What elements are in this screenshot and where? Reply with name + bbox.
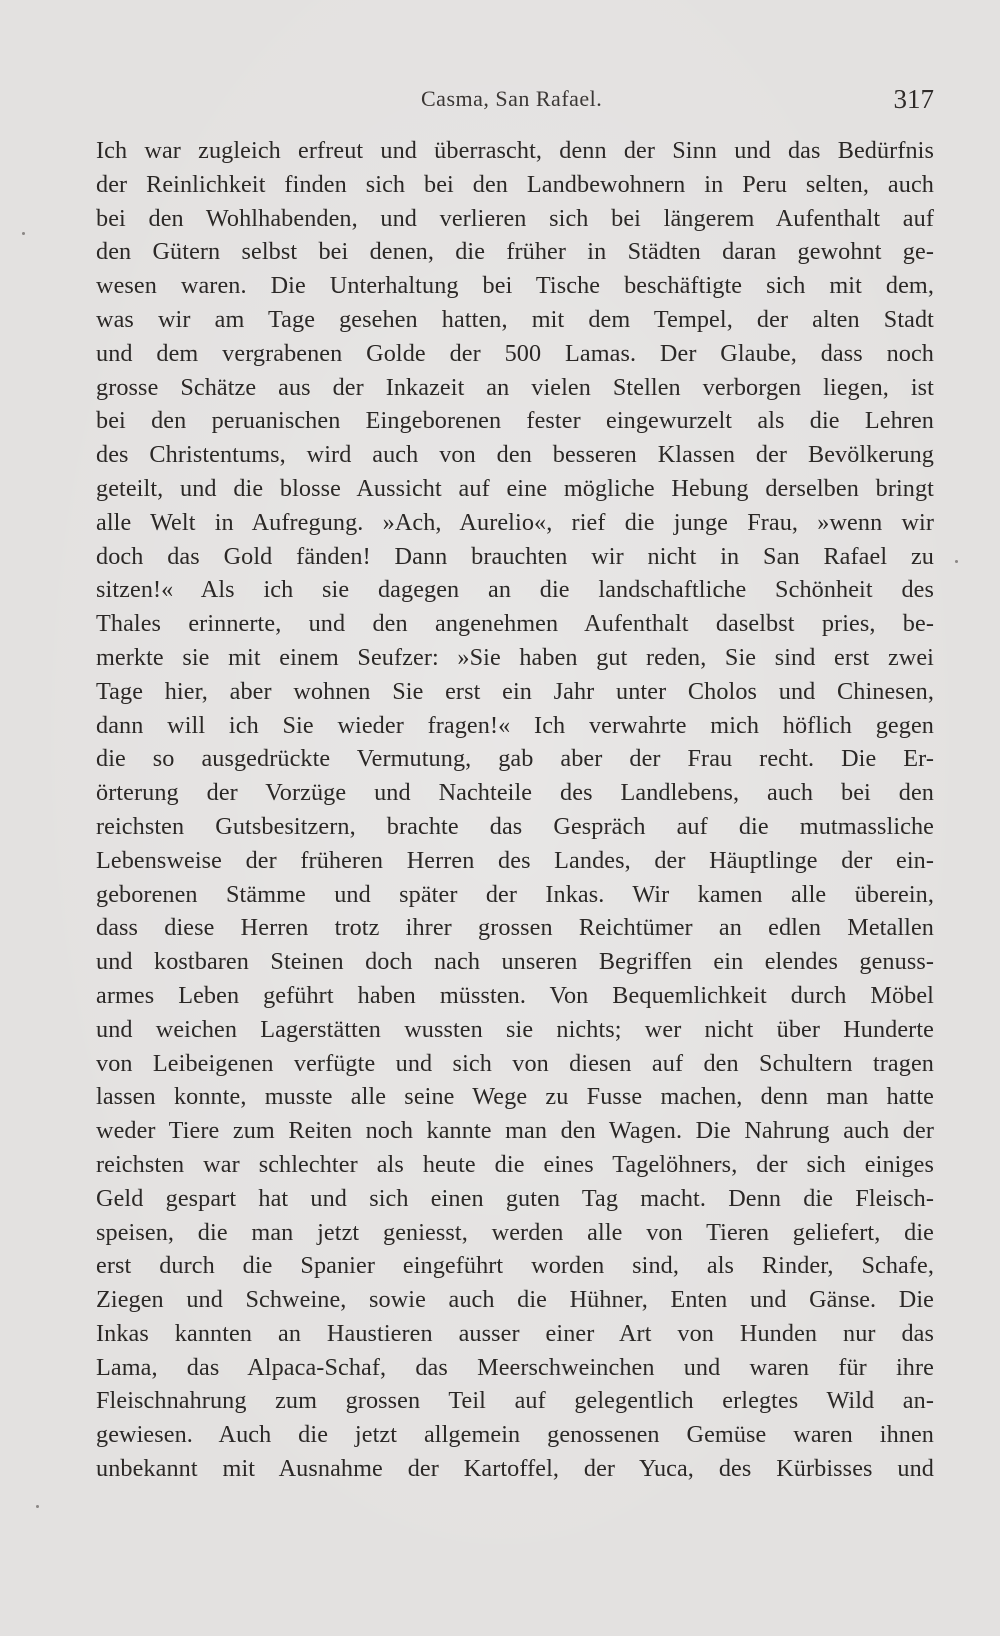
text-line: wesen waren. Die Unterhaltung bei Tische beschäftigte sich mit dem, — [96, 272, 934, 300]
text-line: unbekannt mit Ausnahme der Kartoffel, der Yuca, des Kürbisses und — [96, 1455, 934, 1483]
text-line: der Reinlichkeit finden sich bei den Landbewohnern in Peru selten, auch — [96, 170, 934, 198]
text-line: örterung der Vorzüge und Nachteile des Landlebens, auch bei den — [96, 779, 934, 807]
text-line: von Leibeigenen verfügte und sich von diesen auf den Schultern tragen — [96, 1049, 934, 1077]
text-line: Ziegen und Schweine, sowie auch die Hühner, Enten und Gänse. Die — [96, 1286, 934, 1314]
text-line: alle Welt in Aufregung. »Ach, Aurelio«, rief die junge Frau, »wenn wir — [96, 508, 934, 536]
text-line: den Gütern selbst bei denen, die früher in Städten daran gewohnt ge- — [96, 238, 934, 266]
text-line: Ich war zugleich erfreut und überrascht, denn der Sinn und das Bedürfnis — [96, 137, 934, 164]
text-line: die so ausgedrückte Vermutung, gab aber der Frau recht. Die Er- — [96, 745, 934, 773]
page-header — [96, 80, 934, 120]
text-line: Inkas kannten an Haustieren ausser einer Art von Hunden nur das — [96, 1319, 934, 1347]
text-line: bei den Wohlhabenden, und verlieren sich bei längerem Aufenthalt auf — [96, 204, 934, 232]
text-line: speisen, die man jetzt geniesst, werden alle von Tieren geliefert, die — [96, 1218, 934, 1246]
text-line: doch das Gold fänden! Dann brauchten wir nicht in San Rafael zu — [96, 542, 934, 570]
body-text — [96, 134, 934, 1486]
text-line: Thales erinnerte, und den angenehmen Aufenthalt daselbst pries, be- — [96, 610, 934, 638]
paper-speck — [955, 560, 958, 563]
running-head: Casma, San Rafael. — [421, 86, 603, 111]
text-line: des Christentums, wird auch von den besseren Klassen der Bevölkerung — [96, 441, 934, 469]
text-line: Fleischnahrung zum grossen Teil auf gelegentlich erlegtes Wild an- — [96, 1387, 934, 1415]
text-line: grosse Schätze aus der Inkazeit an vielen Stellen verborgen liegen, ist — [96, 373, 934, 401]
paper-speck — [22, 232, 25, 235]
text-line: und weichen Lagerstätten wussten sie nichts; wer nicht über Hunderte — [96, 1015, 934, 1043]
text-line: dann will ich Sie wieder fragen!« Ich verwahrte mich höflich gegen — [96, 711, 934, 739]
text-line: geborenen Stämme und später der Inkas. Wir kamen alle überein, — [96, 880, 934, 908]
text-line: dass diese Herren trotz ihrer grossen Reichtümer an edlen Metallen — [96, 914, 934, 942]
text-line: erst durch die Spanier eingeführt worden sind, als Rinder, Schafe, — [96, 1252, 934, 1280]
text-line: gewiesen. Auch die jetzt allgemein genossenen Gemüse waren ihnen — [96, 1421, 934, 1449]
text-line: und kostbaren Steinen doch nach unseren Begriffen ein elendes genuss- — [96, 948, 934, 976]
text-line: weder Tiere zum Reiten noch kannte man den Wagen. Die Nahrung auch der — [96, 1117, 934, 1145]
text-line: reichsten Gutsbesitzern, brachte das Gespräch auf die mutmassliche — [96, 812, 934, 840]
text-line: Tage hier, aber wohnen Sie erst ein Jahr unter Cholos und Chinesen, — [96, 677, 934, 705]
text-line: Lama, das Alpaca-Schaf, das Meerschweinchen und waren für ihre — [96, 1353, 934, 1381]
text-line: lassen konnte, musste alle seine Wege zu Fusse machen, denn man hatte — [96, 1083, 934, 1111]
text-line: sitzen!« Als ich sie dagegen an die landschaftliche Schönheit des — [96, 576, 934, 604]
text-line: armes Leben geführt haben müssten. Von Bequemlichkeit durch Möbel — [96, 981, 934, 1009]
text-line: merkte sie mit einem Seufzer: »Sie haben gut reden, Sie sind erst zwei — [96, 643, 934, 671]
text-line: geteilt, und die blosse Aussicht auf eine mögliche Hebung derselben bringt — [96, 474, 934, 502]
text-line: reichsten war schlechter als heute die eines Tagelöhners, der sich einiges — [96, 1150, 934, 1178]
paper-speck — [36, 1505, 39, 1508]
text-line: bei den peruanischen Eingeborenen fester eingewurzelt als die Lehren — [96, 407, 934, 435]
page-number: 317 — [893, 84, 934, 114]
text-line: was wir am Tage gesehen hatten, mit dem Tempel, der alten Stadt — [96, 305, 934, 333]
text-line: Lebensweise der früheren Herren des Landes, der Häuptlinge der ein- — [96, 846, 934, 874]
text-line: Geld gespart hat und sich einen guten Tag macht. Denn die Fleisch- — [96, 1184, 934, 1212]
text-line: und dem vergrabenen Golde der 500 Lamas. Der Glaube, dass noch — [96, 339, 934, 367]
